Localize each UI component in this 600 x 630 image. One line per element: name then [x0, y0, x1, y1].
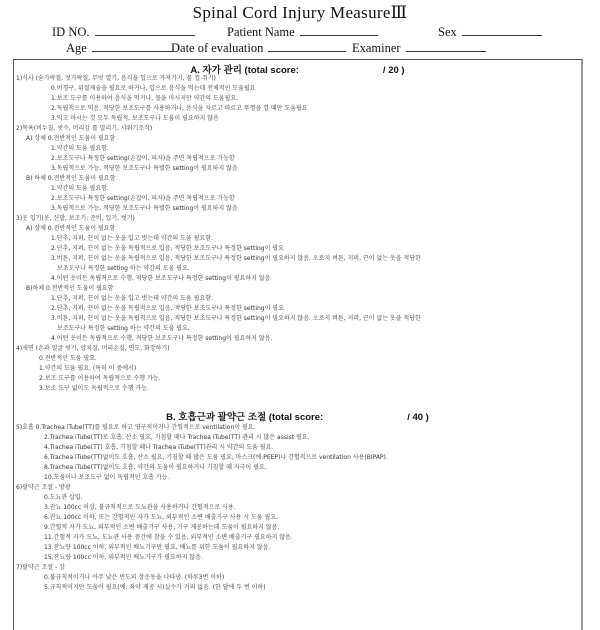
id-no-input-line[interactable]: [95, 25, 195, 36]
section-a-line: 1.보조 도구를 이용하여 음식을 먹거나, 물을 마시지만 약간의 도움필요.: [51, 95, 239, 102]
section-a-line: 0.전반적인 도움 필요.: [39, 355, 97, 362]
section-a-line: 1)식사 (숟가락질, 젓가락질, 무엇 열기, 음식을 입으로 가져가기, 물 컵 쥐기): [16, 75, 216, 82]
section-b-line: 13.잔뇨량 100cc 이하, 외부적인 배뇨기구만 필요, 배뇨를 위한 도움이 필요하지 않음.: [44, 544, 271, 551]
section-a-line: B) 하체 0.전반적인 도움이 필요함: [26, 175, 116, 182]
id-no-label: ID NO.: [52, 25, 90, 39]
patient-name-input-line[interactable]: [300, 25, 378, 36]
section-a-line: 1.약간의 도움 필요. (특히 이 중에서): [39, 365, 137, 372]
examiner-field[interactable]: [352, 41, 486, 56]
section-a-line: 2.보조도구나 특정한 setting(손잡이, 의자)을 주면 독립적으로 가능함: [51, 195, 235, 202]
sex-input-line[interactable]: [462, 25, 542, 36]
examiner-input-line[interactable]: [406, 41, 486, 52]
section-a-line: 0.비경구, 위절제술을 필요로 하거나, 입으로 음식을 먹는데 전체적인 도움필요: [51, 85, 256, 92]
section-b-line: 7)괄약근 조절 - 장: [16, 564, 65, 571]
section-a-line: 보조도구나 특정한 setting 하는 약간의 도움 필요.: [57, 265, 190, 272]
section-b-line: 9.간헐적 자가 도뇨, 외부적인 소변 배출기구 사용, 기구 제공하는데 도움이 필요하지 않음.: [44, 524, 280, 531]
section-b-line: 10.도움이나 보조도구 없이 독립적인 호흡 가능.: [44, 474, 170, 481]
section-a-line: 3.독립적으로 가능, 적당한 보조도구나 특별한 setting이 필요하지 않음: [51, 165, 238, 172]
patient-name-label: Patient Name: [227, 25, 295, 39]
section-a-line: 보조도구나 특정한 setting 하는 약간의 도움 필요.: [57, 325, 190, 332]
section-a-line: 3.버튼, 지퍼, 끈이 없는 옷을 독립적으로 입음, 적당한 보조도구나 특정한 setting이 필요하지 않음. 오로지 버튼, 지퍼, 끈이 없는 옷을 적당한: [51, 255, 421, 262]
section-b-line: 5.규칙적이지만 도움이 필요(예: 좌약 제공 시)실수가 거의 없음. (한 달에 두 번 이하): [44, 584, 266, 591]
section-b-line: 0.불규칙적이거나 아주 낮은 빈도의 장운동을 나타냄. (하루3번 이하): [44, 574, 225, 581]
section-a-line: 2.보조 도구를 이용하여 독립적으로 수행 가능.: [39, 375, 161, 382]
date-of-evaluation-label: Date of evaluation: [171, 41, 264, 55]
section-b-title: B. 호흡근과 괄약근 조절 (total score: / 40 ): [166, 412, 429, 423]
section-b-line: 11.간헐적 자가 도뇨, 도뇨관 사용 중간에 참을 수 있음, 외부적인 소변 배출기구 필요하지 않음.: [44, 534, 293, 541]
section-a-title: A. 자가 관리 (total score: / 20 ): [190, 65, 405, 76]
section-b-line: 3.잔뇨 100cc 이상, 불규칙적으로 도뇨관을 사용하거나 간헐적으로 사용.: [44, 504, 236, 511]
section-a-line: 3)옷 입기(옷, 신발, 보조기: 준비, 입기, 벗기): [16, 215, 135, 222]
section-a-line: A) 상체 0.전반적인 도움이 필요함: [26, 225, 116, 232]
section-a-line: 3.버튼, 지퍼, 끈이 없는 옷을 독립적으로 입음, 적당한 보조도구나 특정한 setting이 필요하지 않음. 오로지 버튼, 지퍼, 끈이 없는 옷을 적당한: [51, 315, 421, 322]
form-body: [13, 59, 583, 630]
section-a-line: 2.단추, 지퍼, 끈이 없는 옷을 독립적으로 입음, 적당한 보조도구나 특정한 setting이 필요: [51, 245, 284, 252]
section-a-line: 2)목욕(비누칠, 씻수, 머리감 를 말리기, 샤워기조작): [16, 125, 153, 132]
section-b-line: 0.도뇨관 삽입.: [44, 494, 83, 501]
patient-name-field[interactable]: [227, 25, 378, 40]
section-b-line: 5)호흡 0.Trachea iTube(TT)를 필요로 하고 영구적이거나 간헐적으로 ventilation이 필요.: [16, 424, 256, 431]
section-a-line: 1.단추, 지퍼, 끈이 없는 옷을 입고 벗는데 약간의 도움 필요함.: [51, 295, 213, 302]
age-field[interactable]: [66, 41, 172, 56]
section-a-line: 3.보조 도구 없이도 독립적으로 수행 가능.: [39, 385, 149, 392]
section-b-line: 6.Trachea iTube(TT)없이도 호흡, 산소 필요, 기침할 때 많은 도움 필요, 마스크(예:PEEP)나 간헐적으로 ventilation 사용(BIPAP).: [44, 454, 388, 461]
form-title: Spinal Cord Injury MeasureⅢ: [192, 3, 408, 22]
section-b-line: 8.Trachea iTube(TT)없이도 호흡, 약간의 도움이 필요하거나 기침할 때 자극이 필요.: [44, 464, 267, 471]
section-b-line: 2.Trachea iTube(TT)로 호흡, 산소 필요, 기침할 때나 Trachea iTube(TT) 관리 시 많은 assist 필요.: [44, 434, 310, 441]
section-a-line: 4.어떤 옷이든 독립적으로 수행, 적당한 보조도구나 특정한 setting이 필요하지 않음: [51, 275, 271, 282]
id-no-field[interactable]: [52, 25, 195, 40]
section-a-line: 1.약간의 도움 필요함.: [51, 145, 109, 152]
sex-label: Sex: [438, 25, 457, 39]
section-a-line: 2.독립적으로 먹음, 적당한 보조도구를 사용하거나, 음식을 자르고 따르고 뚜껑을 열 때만 도움필요: [51, 105, 308, 112]
age-input-line[interactable]: [92, 41, 172, 52]
section-a-line: 4.어떤 옷이든 독립적으로 수행, 적당한 보조도구나 특정한 setting이 필요하지 않음.: [51, 335, 273, 342]
section-b-line: 6)괄약근 조절 - 방광: [16, 484, 71, 491]
section-b-line: 15.잔뇨량 100cc 이하, 외부적인 배뇨기구가 필요하지 않음.: [44, 554, 203, 561]
section-a-line: 3.먹고 마시는 것 모두 독립적, 보조도구나 도움이 필요하지 않음: [51, 115, 219, 122]
sex-field[interactable]: [438, 25, 542, 40]
section-b-line: 6.잔뇨 100cc 이하, 또는 간헐적인 자가 도뇨, 외부적인 소변 배출기구 사용 시 도움 필요.: [44, 514, 278, 521]
section-a-line: A) 상체 0.전반적인 도움이 필요함: [26, 135, 116, 142]
age-label: Age: [66, 41, 87, 55]
date-input-line[interactable]: [268, 41, 346, 52]
section-a-line: 1.단추, 지퍼, 끈이 없는 옷을 입고 벗는데 약간의 도움 필요함.: [51, 235, 213, 242]
section-a-line: B)하체 0.전반적인 도움이 필요함: [26, 285, 114, 292]
section-a-line: 2.보조도구나 특정한 setting(손잡이, 의자)을 주면 독립적으로 가능함: [51, 155, 235, 162]
section-a-line: 4)세면 (손과 얼굴 씻기, 양치질, 머리손질, 면도, 화장하기): [16, 345, 170, 352]
section-a-line: 3.독립적으로 가능, 적당한 보조도구나 특별한 setting이 필요하지 않음: [51, 205, 238, 212]
section-a-line: 2.단추, 지퍼, 끈이 없는 옷을 독립적으로 입음, 적당한 보조도구나 특정한 setting이 필요: [51, 305, 284, 312]
section-a-line: 1.약간의 도움 필요함.: [51, 185, 109, 192]
section-b-line: 4.Trachea iTube(TT) 호흡, 기침할 때나 Trachea iTube(TT)관리 시 약간의 도움 필요.: [44, 444, 274, 451]
date-of-evaluation-field[interactable]: [171, 41, 346, 56]
examiner-label: Examiner: [352, 41, 401, 55]
